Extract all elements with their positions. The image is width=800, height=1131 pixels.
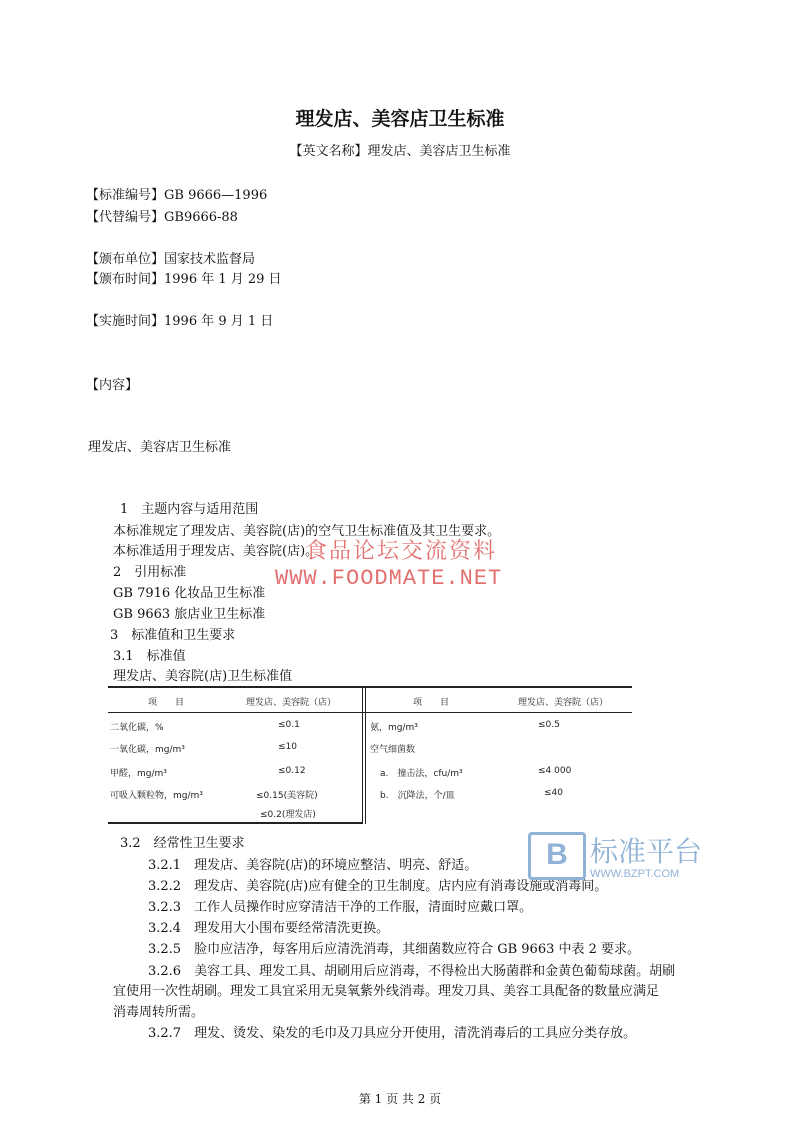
effective-date: 【实施时间】1996 年 9 月 1 日 bbox=[86, 314, 274, 329]
section-heading: 3 标准值和卫生要求 bbox=[110, 628, 236, 643]
table-cell: ≤0.15(美容院) bbox=[256, 791, 318, 801]
table-cell: ≤10 bbox=[278, 742, 297, 752]
table-top-rule bbox=[108, 686, 632, 688]
table-cell: ≤0.1 bbox=[278, 720, 300, 730]
section-heading: 2 引用标准 bbox=[113, 565, 187, 580]
watermark-logo-text: 标准平台 bbox=[590, 835, 703, 868]
table-header-rule bbox=[108, 712, 632, 713]
clause: 3.2.5 脸巾应洁净，每客用后应清洗消毒，其细菌数应符合 GB 9663 中表 2 要求。 bbox=[148, 942, 641, 957]
table-cell: b. 沉降法，个/皿 bbox=[380, 791, 455, 801]
clause: 3.2.1 理发店、美容院(店)的环境应整洁、明亮、舒适。 bbox=[148, 858, 478, 873]
standard-values-table bbox=[108, 686, 632, 824]
table-cell: 二氧化碳，% bbox=[110, 723, 164, 733]
clause: 3.2.6 美容工具、理发工具、胡刷用后应消毒，不得检出大肠菌群和金黄色葡萄球菌。胡刷 bbox=[148, 964, 676, 979]
table-cell: ≤0.5 bbox=[538, 720, 560, 730]
watermark-logo-url: WWW.BZPT.COM bbox=[590, 868, 680, 880]
clause-continuation: 宜使用一次性胡刷。理发工具宜采用无臭氧紫外线消毒。理发刀具、美容工具配备的数量应满足 bbox=[113, 984, 660, 999]
paragraph: 本标准规定了理发店、美容院(店)的空气卫生标准值及其卫生要求。 bbox=[113, 524, 501, 539]
watermark-text: 食品论坛交流资料 bbox=[305, 539, 498, 564]
english-name: 【英文名称】理发店、美容店卫生标准 bbox=[289, 144, 511, 159]
issuer: 【颁布单位】国家技术监督局 bbox=[86, 252, 256, 267]
table-cell: ≤40 bbox=[544, 788, 563, 798]
table-header: 项 目 bbox=[148, 698, 185, 708]
table-cell: 一氧化碳，mg/m³ bbox=[110, 745, 185, 755]
reference-item: GB 9663 旅店业卫生标准 bbox=[113, 607, 266, 622]
section-heading: 1 主题内容与适用范围 bbox=[120, 502, 259, 517]
replaces-number: 【代替编号】GB9666-88 bbox=[86, 210, 238, 225]
clause: 3.2.4 理发用大小围布要经常清洗更换。 bbox=[148, 921, 390, 936]
document-heading: 理发店、美容店卫生标准 bbox=[88, 440, 232, 455]
section-heading: 3.2 经常性卫生要求 bbox=[120, 836, 245, 851]
table-header: 理发店、美容院（店） bbox=[246, 698, 337, 708]
table-bottom-rule bbox=[108, 822, 362, 824]
table-cell: ≤0.2(理发店) bbox=[260, 810, 316, 820]
watermark-logo-icon: B bbox=[528, 832, 586, 880]
table-cell: 空气细菌数 bbox=[370, 745, 416, 755]
subsection-heading: 3.1 标准值 bbox=[113, 649, 186, 664]
reference-item: GB 7916 化妆品卫生标准 bbox=[113, 586, 266, 601]
page-footer: 第 1 页 共 2 页 bbox=[358, 1092, 442, 1106]
standard-number: 【标准编号】GB 9666—1996 bbox=[86, 188, 268, 203]
table-header: 理发店、美容院（店） bbox=[518, 698, 609, 708]
page-title: 理发店、美容店卫生标准 bbox=[295, 108, 505, 130]
clause: 3.2.2 理发店、美容院(店)应有健全的卫生制度。店内应有消毒设施或消毒间。 bbox=[148, 879, 608, 894]
watermark-url: WWW.FOODMATE.NET bbox=[275, 566, 503, 591]
table-cell: a. 撞击法，cfu/m³ bbox=[380, 769, 463, 779]
content-label: 【内容】 bbox=[86, 378, 139, 393]
clause: 3.2.7 理发、烫发、染发的毛巾及刀具应分开使用，清洗消毒后的工具应分类存放。 bbox=[148, 1026, 637, 1041]
table-header: 项 目 bbox=[413, 698, 450, 708]
paragraph: 本标准适用于理发店、美容院(店)。 bbox=[113, 544, 319, 559]
table-cell: 可吸入颗粒物，mg/m³ bbox=[110, 791, 203, 801]
clause: 3.2.3 工作人员操作时应穿清洁干净的工作服，清面时应戴口罩。 bbox=[148, 900, 533, 915]
table-cell: 甲醛，mg/m³ bbox=[110, 769, 167, 779]
issue-date: 【颁布时间】1996 年 1 月 29 日 bbox=[86, 272, 282, 287]
table-caption: 理发店、美容院(店)卫生标准值 bbox=[113, 669, 293, 684]
table-cell: 氨，mg/m³ bbox=[370, 723, 418, 733]
table-cell: ≤4 000 bbox=[538, 766, 572, 776]
clause-continuation: 消毒周转所需。 bbox=[113, 1005, 205, 1020]
table-cell: ≤0.12 bbox=[278, 766, 306, 776]
table-divider bbox=[365, 686, 366, 824]
table-divider bbox=[362, 686, 363, 824]
